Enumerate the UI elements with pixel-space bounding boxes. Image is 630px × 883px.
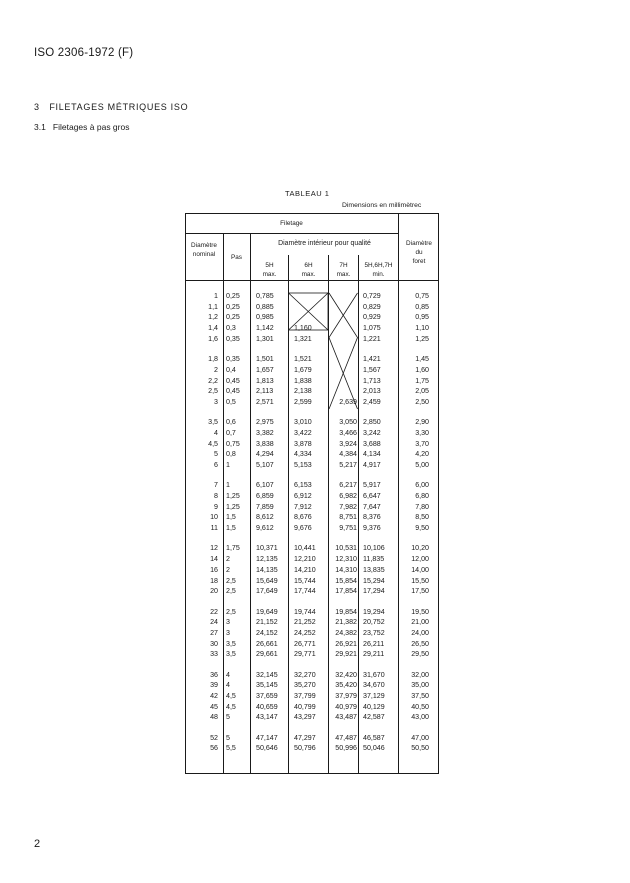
cell-pitch: 3,5	[226, 639, 236, 648]
cell-pitch: 4	[226, 681, 230, 690]
cell-nominal: 3,5	[208, 418, 218, 427]
cell-pitch: 3	[226, 618, 230, 627]
cell-nominal: 2	[214, 365, 218, 374]
cell-drill: 29,50	[411, 650, 429, 659]
cell-min: 29,211	[363, 650, 385, 659]
cell-7h-max: 15,854	[335, 576, 357, 585]
cell-nominal: 7	[214, 481, 218, 490]
cell-nominal: 52	[210, 733, 218, 742]
cell-nominal: 30	[210, 639, 218, 648]
cell-7h-max: 17,854	[335, 587, 357, 596]
cell-drill: 1,25	[415, 334, 429, 343]
cell-nominal: 1,1	[208, 302, 218, 311]
cell-pitch: 1,25	[226, 492, 240, 500]
cell-pitch: 1,5	[226, 524, 236, 533]
cell-drill: 43,00	[411, 713, 429, 722]
cell-5h-max: 1,813	[256, 376, 274, 385]
cell-pitch: 2	[226, 555, 230, 564]
cell-drill: 37,50	[411, 692, 429, 700]
cell-6h-max: 10,441	[294, 544, 316, 553]
cell-min: 50,046	[363, 744, 385, 753]
cell-7h-max: 43,487	[335, 713, 357, 722]
cell-nominal: 24	[210, 618, 218, 627]
cell-5h-max: 3,838	[256, 439, 274, 448]
cell-5h-max: 0,885	[256, 302, 274, 311]
header-grade: 7H	[339, 262, 348, 269]
cell-min: 34,670	[363, 681, 385, 690]
cell-min: 0,729	[363, 292, 381, 300]
cell-pitch: 0,45	[226, 376, 240, 385]
header-limit: min.	[372, 271, 385, 278]
cell-nominal: 9	[214, 502, 218, 511]
cell-nominal: 1,8	[208, 355, 218, 364]
cell-min: 2,459	[363, 397, 381, 406]
cell-5h-max: 32,145	[256, 670, 278, 679]
cell-drill: 5,00	[415, 461, 429, 469]
cell-pitch: 4	[226, 670, 230, 679]
cell-6h-max: 1,838	[294, 376, 312, 385]
cell-7h-max: 3,466	[339, 428, 357, 437]
cell-nominal: 8	[214, 492, 218, 500]
cell-5h-max: 3,382	[256, 428, 274, 437]
cell-5h-max: 2,571	[256, 397, 274, 406]
cell-nominal: 10	[210, 513, 218, 522]
cell-drill: 1,45	[415, 355, 429, 364]
cell-min: 8,376	[363, 513, 381, 522]
cell-min: 15,294	[363, 576, 385, 585]
cell-drill: 17,50	[411, 587, 429, 596]
cell-pitch: 2	[226, 565, 230, 574]
cell-pitch: 0,45	[226, 387, 240, 396]
cell-7h-max: 2,639	[339, 397, 357, 406]
header-pitch: Pas	[230, 254, 242, 261]
cell-7h-max: 19,854	[335, 607, 357, 616]
cell-5h-max: 1,142	[256, 324, 274, 333]
cell-7h-max: 50,996	[335, 744, 357, 753]
cell-min: 20,752	[363, 618, 385, 627]
cell-min: 40,129	[363, 702, 385, 711]
cell-nominal: 5	[214, 450, 218, 459]
cell-min: 1,713	[363, 376, 381, 385]
cell-nominal: 1,6	[208, 334, 218, 343]
cell-pitch: 0,3	[226, 324, 236, 333]
cell-drill: 14,00	[411, 565, 429, 574]
cell-6h-max: 32,270	[294, 670, 316, 679]
header-inner-diameter: Diamètre intérieur pour qualité	[278, 240, 371, 247]
na-cross-7h	[329, 293, 358, 409]
cell-6h-max: 12,210	[294, 555, 316, 564]
cell-6h-max: 26,771	[294, 639, 316, 648]
cell-6h-max: 1,679	[294, 365, 312, 374]
cell-6h-max: 19,744	[294, 607, 316, 616]
cell-pitch: 0,8	[226, 450, 236, 459]
cell-drill: 1,75	[415, 376, 429, 385]
cell-pitch: 0,4	[226, 365, 236, 374]
cell-6h-max: 24,252	[294, 628, 316, 637]
cell-5h-max: 29,661	[256, 650, 278, 659]
cell-drill: 10,20	[411, 544, 429, 553]
cell-6h-max: 29,771	[294, 650, 316, 659]
cell-pitch: 1,5	[226, 513, 236, 522]
cell-pitch: 3	[226, 628, 230, 637]
cell-nominal: 33	[210, 650, 218, 659]
cell-7h-max: 29,921	[335, 650, 357, 659]
cell-6h-max: 43,297	[294, 713, 316, 722]
cell-pitch: 2,5	[226, 587, 236, 596]
cell-drill: 3,30	[415, 428, 429, 437]
cell-min: 46,587	[363, 733, 385, 742]
cell-drill: 1,10	[415, 324, 429, 333]
cell-drill: 2,50	[415, 397, 429, 406]
header-grade: 5H,6H,7H	[364, 262, 393, 269]
cell-nominal: 3	[214, 397, 218, 406]
cell-pitch: 1	[226, 461, 230, 469]
cell-6h-max: 37,799	[294, 692, 316, 700]
cell-min: 26,211	[363, 639, 385, 648]
cell-min: 17,294	[363, 587, 385, 596]
cell-6h-max: 2,138	[294, 387, 312, 396]
cell-7h-max: 26,921	[335, 639, 357, 648]
cell-7h-max: 32,420	[335, 670, 357, 679]
cell-drill: 2,05	[415, 387, 429, 396]
cell-6h-max: 50,796	[294, 744, 316, 753]
cell-drill: 19,50	[411, 607, 429, 616]
cell-drill: 35,00	[411, 681, 429, 690]
cell-drill: 47,00	[411, 733, 429, 742]
cell-min: 6,647	[363, 492, 381, 500]
cell-5h-max: 19,649	[256, 607, 278, 616]
cell-nominal: 48	[210, 713, 218, 722]
cell-min: 19,294	[363, 607, 385, 616]
cell-5h-max: 21,152	[256, 618, 278, 627]
header-line: Diamètre	[191, 242, 217, 249]
cell-nominal: 4,5	[208, 439, 218, 448]
cell-5h-max: 1,301	[256, 334, 274, 343]
cell-nominal: 22	[210, 607, 218, 616]
cell-6h-max: 3,878	[294, 439, 312, 448]
cell-pitch: 4,5	[226, 692, 236, 700]
cell-drill: 4,20	[415, 450, 429, 459]
cell-nominal: 27	[210, 628, 218, 637]
page-number: 2	[34, 838, 41, 850]
cell-7h-max: 24,382	[335, 628, 357, 637]
cell-nominal: 1	[214, 292, 218, 300]
cell-5h-max: 40,659	[256, 702, 278, 711]
cell-drill: 0,75	[415, 292, 429, 300]
cell-5h-max: 12,135	[256, 555, 278, 564]
cell-drill: 3,70	[415, 439, 429, 448]
cell-6h-max: 40,799	[294, 702, 316, 711]
cell-nominal: 18	[210, 576, 218, 585]
cell-min: 0,929	[363, 313, 381, 322]
cell-nominal: 39	[210, 681, 218, 690]
cell-pitch: 5	[226, 733, 230, 742]
cell-6h-max: 7,912	[294, 502, 312, 511]
na-cross-7h	[329, 293, 358, 409]
cell-drill: 32,00	[411, 670, 429, 679]
cell-6h-max: 6,912	[294, 492, 312, 500]
cell-pitch: 0,25	[226, 313, 240, 322]
cell-min: 2,013	[363, 387, 381, 396]
cell-pitch: 4,5	[226, 702, 236, 711]
cell-7h-max: 10,531	[335, 544, 357, 553]
cell-pitch: 1,75	[226, 544, 240, 553]
header-limit: max.	[262, 271, 277, 278]
cell-nominal: 2,5	[208, 387, 218, 396]
cell-nominal: 12	[210, 544, 218, 553]
cell-min: 2,850	[363, 418, 381, 427]
section-heading	[34, 102, 188, 112]
cell-7h-max: 3,924	[339, 439, 357, 448]
cell-6h-max: 17,744	[294, 587, 316, 596]
cell-min: 37,129	[363, 692, 385, 700]
cell-6h-max: 47,297	[294, 733, 316, 742]
cell-6h-max: 5,153	[294, 461, 312, 469]
cell-nominal: 36	[210, 670, 218, 679]
table-title: TABLEAU 1	[285, 189, 330, 198]
cell-pitch: 0,7	[226, 428, 236, 437]
cell-5h-max: 0,985	[256, 313, 274, 322]
cell-drill: 50,50	[411, 744, 429, 753]
cell-nominal: 1,4	[208, 324, 218, 333]
header-limit: max.	[336, 271, 351, 278]
cell-5h-max: 6,859	[256, 492, 274, 500]
cell-5h-max: 8,612	[256, 513, 274, 522]
section-number: 3	[34, 102, 40, 112]
cell-min: 11,835	[363, 555, 385, 564]
cell-7h-max: 12,310	[335, 555, 357, 564]
cell-pitch: 3,5	[226, 650, 236, 659]
cell-nominal: 14	[210, 555, 218, 564]
cell-drill: 0,95	[415, 313, 429, 322]
cell-5h-max: 6,107	[256, 481, 274, 490]
cell-drill: 12,00	[411, 555, 429, 564]
header-line: du	[415, 249, 423, 256]
cell-min: 42,587	[363, 713, 385, 722]
cell-min: 13,835	[363, 565, 385, 574]
cell-5h-max: 47,147	[256, 733, 278, 742]
cell-nominal: 56	[210, 744, 218, 753]
subsection-number: 3.1	[34, 122, 46, 132]
cell-6h-max: 6,153	[294, 481, 312, 490]
cell-min: 31,670	[363, 670, 385, 679]
cell-5h-max: 7,859	[256, 502, 274, 511]
cell-5h-max: 24,152	[256, 628, 278, 637]
cell-5h-max: 4,294	[256, 450, 274, 459]
cell-min: 1,421	[363, 355, 381, 364]
cell-nominal: 11	[210, 524, 218, 533]
cell-drill: 40,50	[411, 702, 429, 711]
cell-6h-max: 8,676	[294, 513, 312, 522]
cell-nominal: 2,2	[208, 376, 218, 385]
cell-5h-max: 35,145	[256, 681, 278, 690]
header-line: Diamètre	[406, 240, 432, 247]
cell-min: 1,567	[363, 365, 381, 374]
cell-5h-max: 1,501	[256, 355, 274, 364]
cell-min: 4,134	[363, 450, 381, 459]
cell-pitch: 0,35	[226, 334, 240, 343]
cell-min: 3,688	[363, 439, 381, 448]
cell-pitch: 0,5	[226, 397, 236, 406]
cell-6h-max: 3,010	[294, 418, 312, 427]
cell-5h-max: 17,649	[256, 587, 278, 596]
cell-6h-max: 1,321	[294, 334, 312, 343]
header-grade: 6H	[304, 262, 313, 269]
cell-7h-max: 7,982	[339, 502, 357, 511]
cell-pitch: 0,25	[226, 292, 240, 300]
cell-6h-max: 21,252	[294, 618, 316, 627]
cell-drill: 15,50	[411, 576, 429, 585]
cell-5h-max: 2,975	[256, 418, 274, 427]
cell-pitch: 0,75	[226, 439, 240, 448]
section-title: FILETAGES MÉTRIQUES ISO	[49, 102, 189, 112]
cell-5h-max: 26,661	[256, 639, 278, 648]
cell-6h-max: 3,422	[294, 428, 312, 437]
header-grade: 5H	[265, 262, 274, 269]
cell-5h-max: 14,135	[256, 565, 278, 574]
cell-drill: 26,50	[411, 639, 429, 648]
cell-pitch: 1	[226, 481, 230, 490]
cell-7h-max: 8,751	[339, 513, 357, 522]
cell-5h-max: 43,147	[256, 713, 278, 722]
cell-drill: 7,80	[415, 502, 429, 511]
cell-min: 23,752	[363, 628, 385, 637]
cell-pitch: 5,5	[226, 744, 236, 753]
cell-6h-max: 14,210	[294, 565, 316, 574]
cell-7h-max: 5,217	[339, 461, 357, 469]
cell-5h-max: 1,657	[256, 365, 274, 374]
units-note: Dimensions en millimètrec	[342, 202, 422, 209]
cell-7h-max: 47,487	[335, 733, 357, 742]
cell-5h-max: 15,649	[256, 576, 278, 585]
cell-6h-max: 1,521	[294, 355, 312, 364]
cell-7h-max: 6,982	[339, 492, 357, 500]
cell-6h-max: 1,160	[294, 324, 312, 333]
cell-6h-max: 9,676	[294, 524, 312, 533]
cell-6h-max: 4,334	[294, 450, 312, 459]
cell-min: 10,106	[363, 544, 385, 553]
cell-drill: 8,50	[415, 513, 429, 522]
header-line: nominal	[192, 251, 216, 258]
cell-7h-max: 4,384	[339, 450, 357, 459]
cell-7h-max: 3,050	[339, 418, 357, 427]
cell-min: 1,221	[363, 334, 381, 343]
cell-nominal: 4	[214, 428, 218, 437]
cell-min: 9,376	[363, 524, 381, 533]
document-reference: ISO 2306-1972 (F)	[34, 47, 134, 59]
cell-nominal: 1,2	[208, 313, 218, 322]
cell-drill: 9,50	[415, 524, 429, 533]
cell-pitch: 2,5	[226, 607, 236, 616]
cell-5h-max: 37,659	[256, 692, 278, 700]
cell-5h-max: 0,785	[256, 292, 274, 300]
cell-min: 7,647	[363, 502, 381, 511]
thread-dimensions-table	[185, 213, 439, 774]
header-limit: max.	[301, 271, 316, 278]
cell-6h-max: 2,599	[294, 397, 312, 406]
cell-min: 3,242	[363, 428, 381, 437]
cell-7h-max: 37,979	[335, 692, 357, 700]
cell-nominal: 42	[210, 692, 218, 700]
cell-min: 5,917	[363, 481, 381, 490]
cell-pitch: 0,6	[226, 418, 236, 427]
cell-nominal: 20	[210, 587, 218, 596]
cell-nominal: 6	[214, 461, 218, 469]
cell-7h-max: 35,420	[335, 681, 357, 690]
cell-pitch: 5	[226, 713, 230, 722]
cell-7h-max: 40,979	[335, 702, 357, 711]
cell-drill: 24,00	[411, 628, 429, 637]
header-line: foret	[412, 258, 426, 265]
cell-min: 1,075	[363, 324, 381, 333]
cell-pitch: 1,25	[226, 502, 240, 511]
subsection-heading	[34, 122, 129, 132]
cell-7h-max: 9,751	[339, 524, 357, 533]
cell-drill: 0,85	[415, 302, 429, 311]
cell-5h-max: 5,107	[256, 461, 274, 469]
header-filetage: Filetage	[280, 220, 303, 227]
cell-drill: 2,90	[415, 418, 429, 427]
cell-min: 4,917	[363, 461, 381, 469]
cell-drill: 21,00	[411, 618, 429, 627]
cell-nominal: 16	[210, 565, 218, 574]
cell-pitch: 2,5	[226, 576, 236, 585]
cell-drill: 6,00	[415, 481, 429, 490]
cell-pitch: 0,35	[226, 355, 240, 364]
subsection-title: Filetages à pas gros	[52, 122, 130, 132]
cell-drill: 1,60	[415, 365, 429, 374]
cell-drill: 6,80	[415, 492, 429, 500]
cell-5h-max: 9,612	[256, 524, 274, 533]
cell-min: 0,829	[363, 302, 381, 311]
cell-7h-max: 21,382	[335, 618, 357, 627]
cell-nominal: 45	[210, 702, 218, 711]
cell-pitch: 0,25	[226, 302, 240, 311]
cell-5h-max: 50,646	[256, 744, 278, 753]
cell-6h-max: 15,744	[294, 576, 316, 585]
cell-7h-max: 6,217	[339, 481, 357, 490]
cell-5h-max: 10,371	[256, 544, 278, 553]
cell-6h-max: 35,270	[294, 681, 316, 690]
cell-5h-max: 2,113	[256, 387, 274, 396]
cell-7h-max: 14,310	[335, 565, 357, 574]
